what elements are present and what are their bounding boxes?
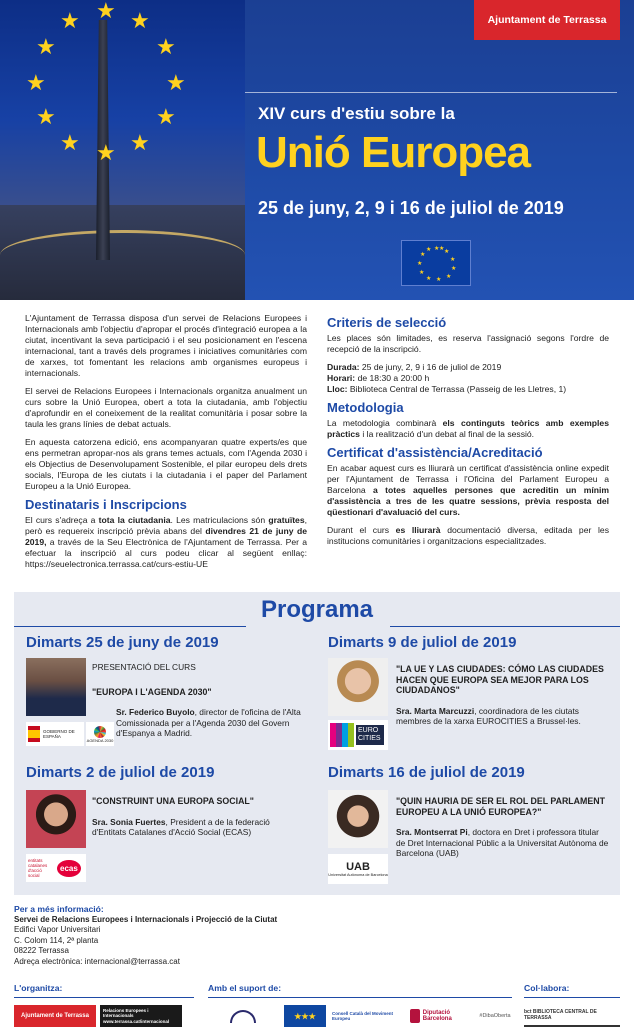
parlament-hemicycle-icon [230, 1010, 256, 1023]
programa-panel [14, 592, 620, 895]
star-icon: ★ [130, 8, 150, 33]
destinataris-text: El curs s'adreça a tota la ciutadania. Les matriculacions són gratuïtes, però es requereix inscripció prèvia abans del divendres 21 de juny de 2019, a través de la Seu Electrònica de l'Ajuntament de Terrassa. Per a efectuar la inscripció al curs podeu clicar al següent enllaç: https://seuelectronica.terrassa.cat/curs-estiu-UE [25, 515, 308, 569]
ec-stars-icon: ★★★ [294, 1011, 316, 1021]
metodologia-heading: Metodologia [327, 400, 404, 415]
agenda2030-logo: AGENDA 2030 [86, 722, 114, 746]
ajuntament-logo [474, 0, 620, 40]
suport-label: Amb el suport de: [208, 983, 282, 993]
star-icon: ★ [26, 70, 46, 95]
organitza-label: L'organitza: [14, 983, 63, 993]
hero-title: Unió Europea [256, 128, 531, 177]
destinataris-heading: Destinataris i Inscripcions [25, 497, 187, 512]
star-icon: ★ [166, 70, 186, 95]
session-4-date: Dimarts 16 de juliol de 2019 [328, 764, 525, 781]
session-3-speaker: Sra. Sonia Fuertes, President a de la federació d'Entitats Catalanes d'Acció Social (ECAS) [92, 816, 270, 837]
contact-heading: Per a més informació: [14, 904, 104, 914]
eurocities-logo: EURO CITIES [328, 720, 388, 750]
left-column [25, 313, 307, 577]
footer-divider-2 [208, 997, 512, 998]
contact-line-2: Edifici Vapor Universitari [14, 925, 101, 934]
programa-divider-left [14, 626, 246, 627]
contact-line-4: 08222 Terrassa [14, 946, 69, 955]
ecas-logo: entitats catalanes d'acció social ecas [26, 854, 86, 882]
footer-logo-parlament [208, 1005, 278, 1027]
session-1-talk: "EUROPA I L'AGENDA 2030" [92, 686, 212, 697]
star-icon: ★ [130, 130, 150, 155]
certificat-text: En acabar aquest curs es lliurarà un certificat d'assistència online expedit per l'Ajuntament de Terrassa i l'Oficina del Parlament Europeu a Barcelona a totes aquelles persones que acreditin un mínim d'assistència a tres de les quatre sessions, prèvia resposta del qüestionari d'avaluació del curs. [327, 463, 609, 517]
hero-banner [0, 0, 634, 300]
footer-divider-3 [524, 997, 620, 998]
star-icon: ★ [60, 130, 80, 155]
contact-line-1: Servei de Relacions Europees i Internacionals i Projecció de la Ciutat [14, 914, 278, 924]
intro-paragraph-3: En aquesta catorzena edició, ens acompanyaran quatre experts/es que ens permetran apropar-nos als grans temes actuals, com l'Agenda 2030 i els Objectius de Desenvolupament Sostenible, el pilar europeu dels drets socials, l'Europa de les ciutats i la ciutadania i el paper del Parlament Europeu a la Unió Europea. [25, 437, 307, 491]
star-icon: ★ [36, 104, 56, 129]
footer-logo-diputacio: Diputació Barcelona [410, 1005, 470, 1027]
hero-dates: 25 de juny, 2, 9 i 16 de juliol de 2019 [258, 198, 564, 218]
right-column [327, 313, 609, 554]
diputacio-icon [410, 1009, 420, 1023]
star-icon: ★ [96, 140, 116, 165]
programa-divider-right [390, 626, 620, 627]
light-trail [0, 230, 245, 280]
footer-logo-ec [284, 1005, 326, 1027]
footer-logo-hashtag: #DibaOberta [474, 1005, 516, 1027]
session-1-date: Dimarts 25 de juny de 2019 [26, 634, 219, 651]
session-3-details [92, 796, 306, 838]
schedule-details: Durada: 25 de juny, 2, 9 i 16 de juliol de 2019 Horari: de 18:30 a 20:00 h Lloc: Biblioteca Central de Terrassa (Passeig de les Lletres, 1) [327, 362, 567, 394]
logo-text: Ajuntament de Terrassa [487, 14, 607, 26]
certificat-text-2: Durant el curs es lliurarà documentació diversa, editada per les institucions comunitàries i organitzacions especialitzades. [327, 525, 609, 546]
session-3-date: Dimarts 2 de juliol de 2019 [26, 764, 215, 781]
footer-divider-1 [14, 997, 194, 998]
session-1-details [92, 662, 306, 739]
speaker-photo-pi [328, 790, 388, 848]
session-2-date: Dimarts 9 de juliol de 2019 [328, 634, 517, 651]
hero-photo [0, 0, 245, 300]
contact-email: Adreça electrònica: internacional@terrassa.cat [14, 956, 180, 966]
uab-logo: UAB Universitat Autònoma de Barcelona [328, 854, 388, 884]
session-4-speaker: Sra. Montserrat Pi, doctora en Dret i professora titular de Dret Internacional Públic a la Universitat Autònoma de Barcelona (UAB) [396, 827, 609, 858]
speaker-photo-buyolo [26, 658, 86, 716]
hero-divider [245, 92, 617, 93]
session-1-speaker: Sr. Federico Buyolo, director de l'oficina de l'Alta Comissionada per a l'Agenda 2030 del Govern d'Espanya a Madrid. [116, 707, 301, 738]
session-2-talk: "LA UE Y LAS CIUDADES: CÓMO LAS CIUDADES HACEN QUE EUROPA SEA MEJOR PARA LOS CIUDADANOS" [396, 664, 604, 695]
star-icon: ★ [156, 104, 176, 129]
star-icon: ★ [60, 8, 80, 33]
star-icon: ★ [36, 34, 56, 59]
hero-subtitle: XIV curs d'estiu sobre la [258, 104, 455, 123]
metodologia-text: La metodologia combinarà els continguts teòrics amb exemples pràctics i la realització d'un debat al final de la sessió. [327, 418, 609, 439]
star-icon: ★ [156, 34, 176, 59]
gobierno-logo: GOBIERNO DE ESPAÑA [26, 722, 84, 746]
footer-logo-ajuntament: Ajuntament de Terrassa [14, 1005, 96, 1027]
eu-flag-icon: ★ ★ ★ ★ ★ ★ ★ ★ ★ ★ ★ ★ [401, 240, 471, 286]
footer-logo-bct: bct BIBLIOTECA CENTRAL DE TERRASSA [524, 1005, 620, 1027]
spain-flag-icon [28, 726, 40, 742]
criteris-heading: Criteris de selecció [327, 315, 447, 330]
criteris-text: Les places són limitades, es reserva l'assignació segons l'ordre de recepció de la inscripció. [327, 333, 609, 354]
star-icon: ★ [96, 0, 116, 23]
footer-logo-relacions: Relacions Europees i Internacionals www.terrassa.cat/internacional [100, 1005, 182, 1027]
intro-paragraph-1: L'Ajuntament de Terrassa disposa d'un servei de Relacions Europees i Internacionals amb l'objectiu d'apropar el procés d'integració europea a la ciutat, incentivant la seva participació i el seu posicionament en l'escena internacional, tant a través dels programes i iniciatives comunitàries com de xarxes, tot fomentant les relacions amb organismes europeus i internacionals. [25, 313, 307, 378]
session-2-details [396, 664, 610, 727]
contact-info [14, 904, 277, 967]
session-4-talk: "QUIN HAURIA DE SER EL ROL DEL PARLAMENT EUROPEU A LA UNIÓ EUROPEA?" [396, 796, 605, 817]
intro-paragraph-2: El servei de Relacions Europees i Internacionals organitza anualment un curs sobre la Unió Europea, obert a tota la ciutadania, amb l'objectiu d'aprofundir en el coneixement de la realitat comunitària i posar sobre la taula les grans línies de debat actuals. [25, 386, 307, 429]
contact-line-3: C. Colom 114, 2ª planta [14, 935, 99, 945]
speaker-photo-fuertes [26, 790, 86, 848]
footer-logo-cme: Consell Català del Moviment Europeu [332, 1005, 404, 1027]
session-3-talk: "CONSTRUINT UNA EUROPA SOCIAL" [92, 796, 254, 806]
session-4-details [396, 796, 610, 859]
eurocities-grid-icon [330, 723, 354, 747]
session-1-pre: PRESENTACIÓ DEL CURS [92, 662, 196, 672]
colabora-label: Col·labora: [524, 983, 570, 993]
speaker-photo-marcuzzi [328, 658, 388, 716]
certificat-heading: Certificat d'assistència/Acreditació [327, 445, 543, 460]
session-2-speaker: Sra. Marta Marcuzzi, coordinadora de les ciutats membres de la xarxa EUROCITIES a Brussel·les. [396, 705, 581, 726]
programa-title: Programa [260, 596, 374, 623]
